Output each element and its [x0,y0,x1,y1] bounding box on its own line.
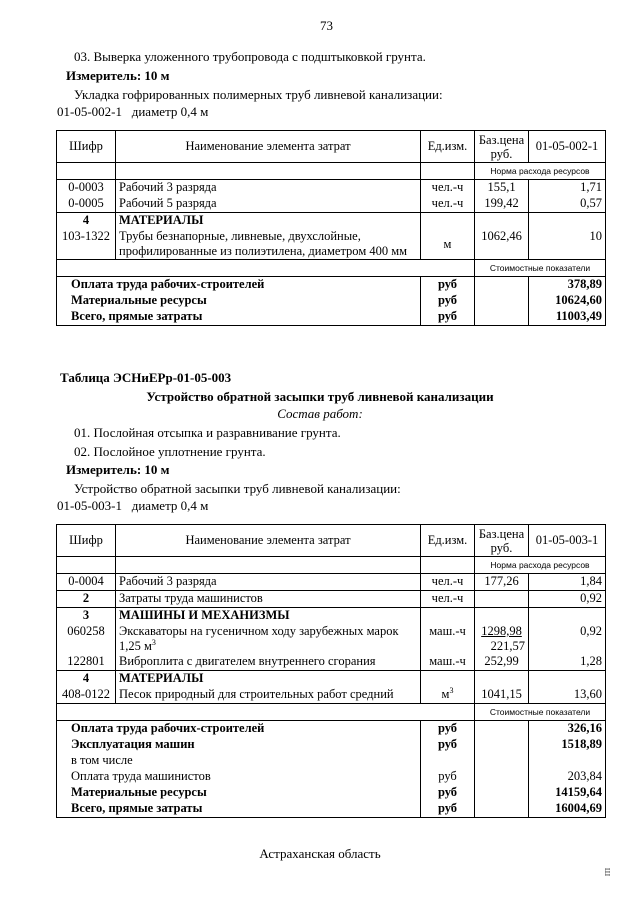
row-code: 2 [57,591,116,608]
material-name-line1: Трубы безнапорные, ливневые, двухслойные, [119,229,361,243]
total-name: Оплата труда рабочих-строителей [57,277,421,294]
row-value: 0,92 [529,624,606,654]
cost-label: Стоимостные показатели [475,704,606,721]
row-price [475,624,529,654]
row-unit: чел.-ч [421,591,475,608]
material-name [116,229,421,260]
total-unit: руб [421,309,475,326]
measure-unit: Измеритель: 10 м [66,68,170,83]
code-line: 01-05-003-1 диаметр 0,4 м [57,498,209,513]
total-unit: руб [421,293,475,309]
row-value: 13,60 [529,687,606,704]
table-label: Таблица ЭСНиЕРр-01-05-003 [60,370,232,385]
total-unit: руб [421,801,475,818]
total-unit: руб [421,277,475,294]
total-value: 16004,69 [529,801,606,818]
header-name: Наименование элемента затрат [116,525,421,557]
total-value: 326,16 [529,721,606,738]
group-name: МАШИНЫ И МЕХАНИЗМЫ [116,608,421,625]
row-price: 177,26 [475,574,529,591]
total-name: Материальные ресурсы [57,293,421,309]
row-name: Рабочий 3 разряда [116,574,421,591]
row-code: 122801 [57,654,116,671]
header-norm: 01-05-003-1 [529,525,606,557]
total-name: Эксплуатация машин [57,737,421,753]
row-value: 0,57 [529,196,606,213]
group-code: 3 [57,608,116,625]
total-value: 1518,89 [529,737,606,753]
page-footer: Астраханская область [259,846,381,861]
total-name: Всего, прямые затраты [57,309,421,326]
group-name: МАТЕРИАЛЫ [116,213,421,230]
row-name: Песок природный для строительных работ средний [116,687,421,704]
header-code: Шифр [57,131,116,163]
total-name: Оплата труда рабочих-строителей [57,721,421,738]
total-unit: руб [421,769,475,785]
material-name-line2: профилированные из полиэтилена, диаметром 400 мм [119,244,408,258]
cost-label: Стоимостные показатели [475,260,606,277]
work-description: Укладка гофрированных полимерных труб ливневой канализации: [74,87,443,102]
total-value: 378,89 [529,277,606,294]
material-code: 103-1322 [57,229,116,260]
edge-mark: ш [602,867,615,877]
total-value [529,753,606,769]
norm-label: Норма расхода ресурсов [475,163,606,180]
row-value: 0,92 [529,591,606,608]
header-price: Баз.цена руб. [475,525,529,557]
row-price: 1041,15 [475,687,529,704]
row-unit: чел.-ч [421,196,475,213]
total-value: 11003,49 [529,309,606,326]
total-value: 203,84 [529,769,606,785]
total-unit [421,753,475,769]
row-name-line2: 1,25 $м^3$ [119,637,156,653]
row-price: 199,42 [475,196,529,213]
row-unit: чел.-ч [421,574,475,591]
total-value: 14159,64 [529,785,606,801]
header-name: Наименование элемента затрат [116,131,421,163]
table-title: Устройство обратной засыпки труб ливневой канализации [146,389,494,404]
row-value: 1,84 [529,574,606,591]
total-name: Материальные ресурсы [57,785,421,801]
total-value: 10624,60 [529,293,606,309]
material-value: 10 [529,229,606,260]
total-name: Всего, прямые затраты [57,801,421,818]
total-unit: руб [421,721,475,738]
composition-label: Состав работ: [277,406,363,421]
header-code: Шифр [57,525,116,557]
row-unit: маш.-ч [421,624,475,654]
row-unit: маш.-ч [421,654,475,671]
row-value: 1,28 [529,654,606,671]
row-name: Виброплита с двигателем внутреннего сгорания [116,654,421,671]
resource-table-2 [56,524,606,818]
row-name: Рабочий 3 разряда [116,180,421,197]
row-name: Рабочий 5 разряда [116,196,421,213]
measure-unit: Измеритель: 10 м [66,462,170,477]
group-name: МАТЕРИАЛЫ [116,671,421,688]
row-unit: чел.-ч [421,180,475,197]
work-description: Устройство обратной засыпки труб ливневой канализации: [74,481,401,496]
work-step: 01. Послойная отсыпка и разравнивание грунта. [74,425,341,440]
code-line: 01-05-002-1 диаметр 0,4 м [57,104,209,119]
row-code: 0-0005 [57,196,116,213]
row-price: 252,99 [475,654,529,671]
material-price: 1062,46 [475,229,529,260]
row-code: 408-0122 [57,687,116,704]
row-code: 060258 [57,624,116,654]
work-step: 02. Послойное уплотнение грунта. [74,444,266,459]
total-name: в том числе [57,753,421,769]
row-name-line1: Экскаваторы на гусеничном ходу зарубежных марок [119,624,399,638]
total-name: Оплата труда машинистов [57,769,421,785]
resource-table-1 [56,130,606,326]
row-value: 1,71 [529,180,606,197]
row-name [116,624,421,654]
header-norm: 01-05-002-1 [529,131,606,163]
group-code: 4 [57,671,116,688]
norm-label: Норма расхода ресурсов [475,557,606,574]
price-line1: 1298,98 [481,624,522,638]
header-unit: Ед.изм. [421,525,475,557]
material-unit: м [421,229,475,260]
total-unit: руб [421,737,475,753]
page-number: 73 [320,18,333,33]
row-code: 0-0004 [57,574,116,591]
row-unit: $м^3$ [421,687,475,704]
header-price: Баз.цена руб. [475,131,529,163]
row-price: 155,1 [475,180,529,197]
group-code: 4 [57,213,116,230]
total-unit: руб [421,785,475,801]
work-step: 03. Выверка уложенного трубопровода с подштыковкой грунта. [74,49,426,64]
header-unit: Ед.изм. [421,131,475,163]
row-code: 0-0003 [57,180,116,197]
row-name: Затраты труда машинистов [116,591,421,608]
price-line2: 221,57 [490,639,525,653]
